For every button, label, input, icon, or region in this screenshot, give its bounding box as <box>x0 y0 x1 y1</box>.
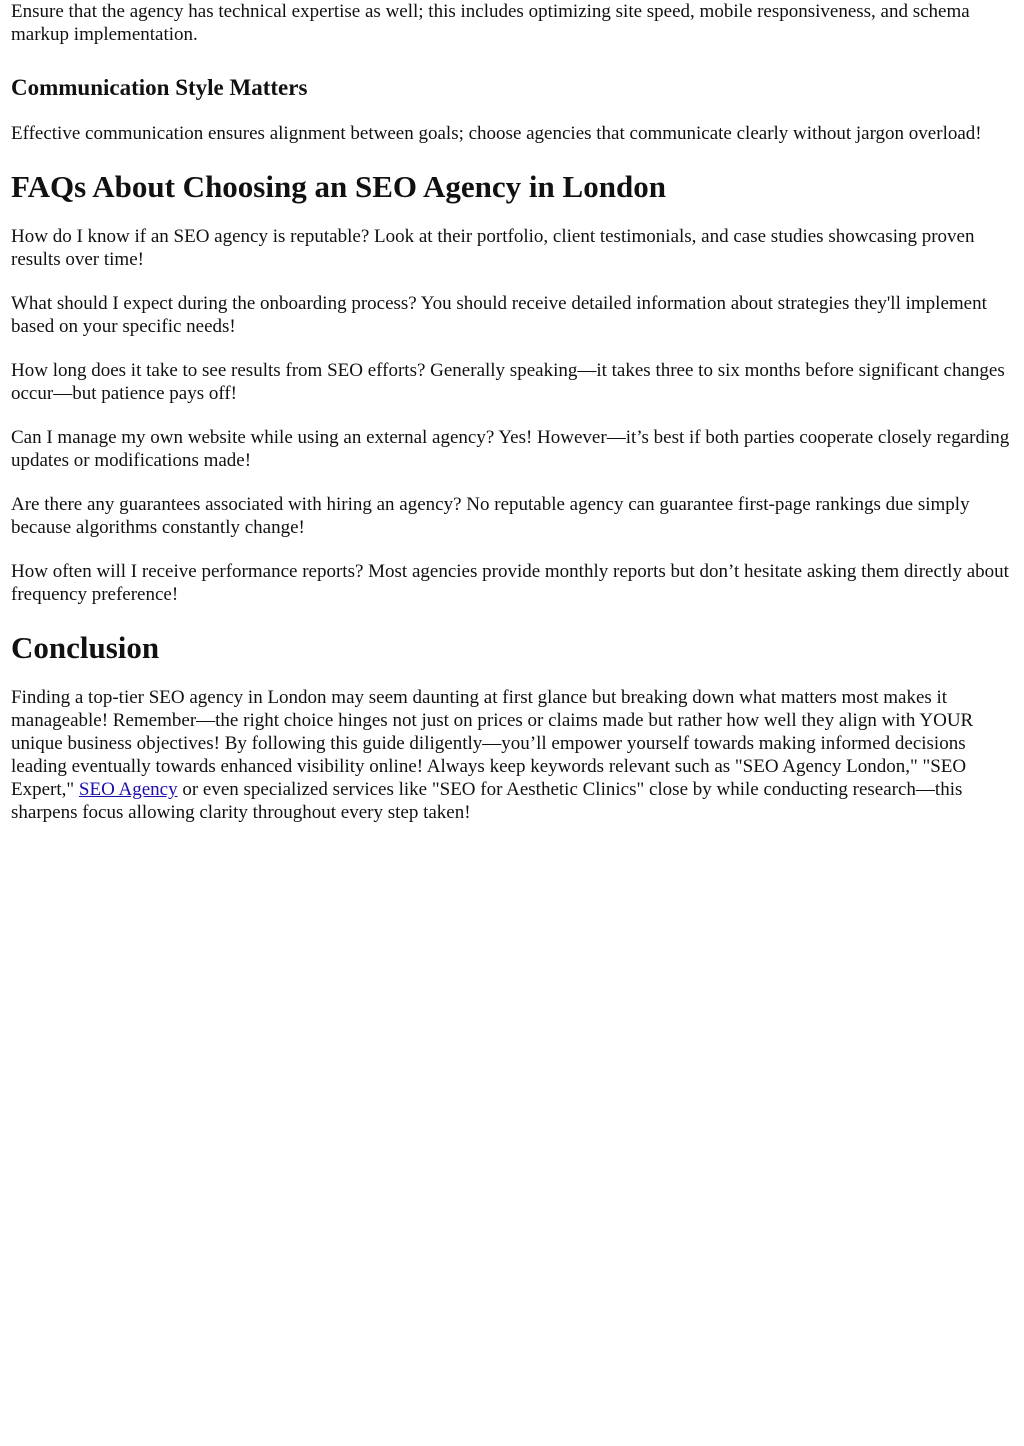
faq-item: How often will I receive performance reports? Most agencies provide monthly reports but don’t hesitate asking them directly about frequency preference! <box>11 561 1009 605</box>
seo-agency-link[interactable]: SEO Agency <box>78 779 178 800</box>
communication-heading: Communication Style Matters <box>11 75 308 100</box>
faq-item: Are there any guarantees associated with hiring an agency? No reputable agency can guarantee first-page rankings due simply because algorithms constantly change! <box>11 494 970 538</box>
faq-item: Can I manage my own website while using an external agency? Yes! However—it’s best if both parties cooperate closely regarding updates or modifications made! <box>11 427 1010 471</box>
conclusion-text-start: Finding a top-tier SEO agency in London may seem daunting at first glance but breaking down what matters most makes it manageable! Remember—the right choice hinges not just on prices or claims made but rather how well they align with YOUR unique business objectives! By following this guide diligently—you’ll empower yourself towards making informed decisions leading eventually towards enhanced visibility online! Always keep keywords relevant such as "SEO Agency London," "SEO Expert," <box>11 687 974 800</box>
intro-paragraph: Ensure that the agency has technical expertise as well; this includes optimizing site speed, mobile responsiveness, and schema markup implementation. <box>11 1 970 45</box>
faq-item: What should I expect during the onboarding process? You should receive detailed information about strategies they'll implement based on your specific needs! <box>11 293 987 337</box>
conclusion-paragraph <box>11 686 1013 824</box>
faq-item: How long does it take to see results from SEO efforts? Generally speaking—it takes three to six months before significant changes occur—but patience pays off! <box>11 360 1005 404</box>
conclusion-heading: Conclusion <box>11 630 160 665</box>
faqs-heading: FAQs About Choosing an SEO Agency in London <box>11 169 666 204</box>
faq-item: How do I know if an SEO agency is reputable? Look at their portfolio, client testimonials, and case studies showcasing proven results over time! <box>11 226 975 270</box>
communication-paragraph: Effective communication ensures alignment between goals; choose agencies that communicate clearly without jargon overload! <box>11 123 982 144</box>
conclusion-text-end: or even specialized services like "SEO for Aesthetic Clinics" close by while conducting research—this sharpens focus allowing clarity throughout every step taken! <box>11 779 963 823</box>
